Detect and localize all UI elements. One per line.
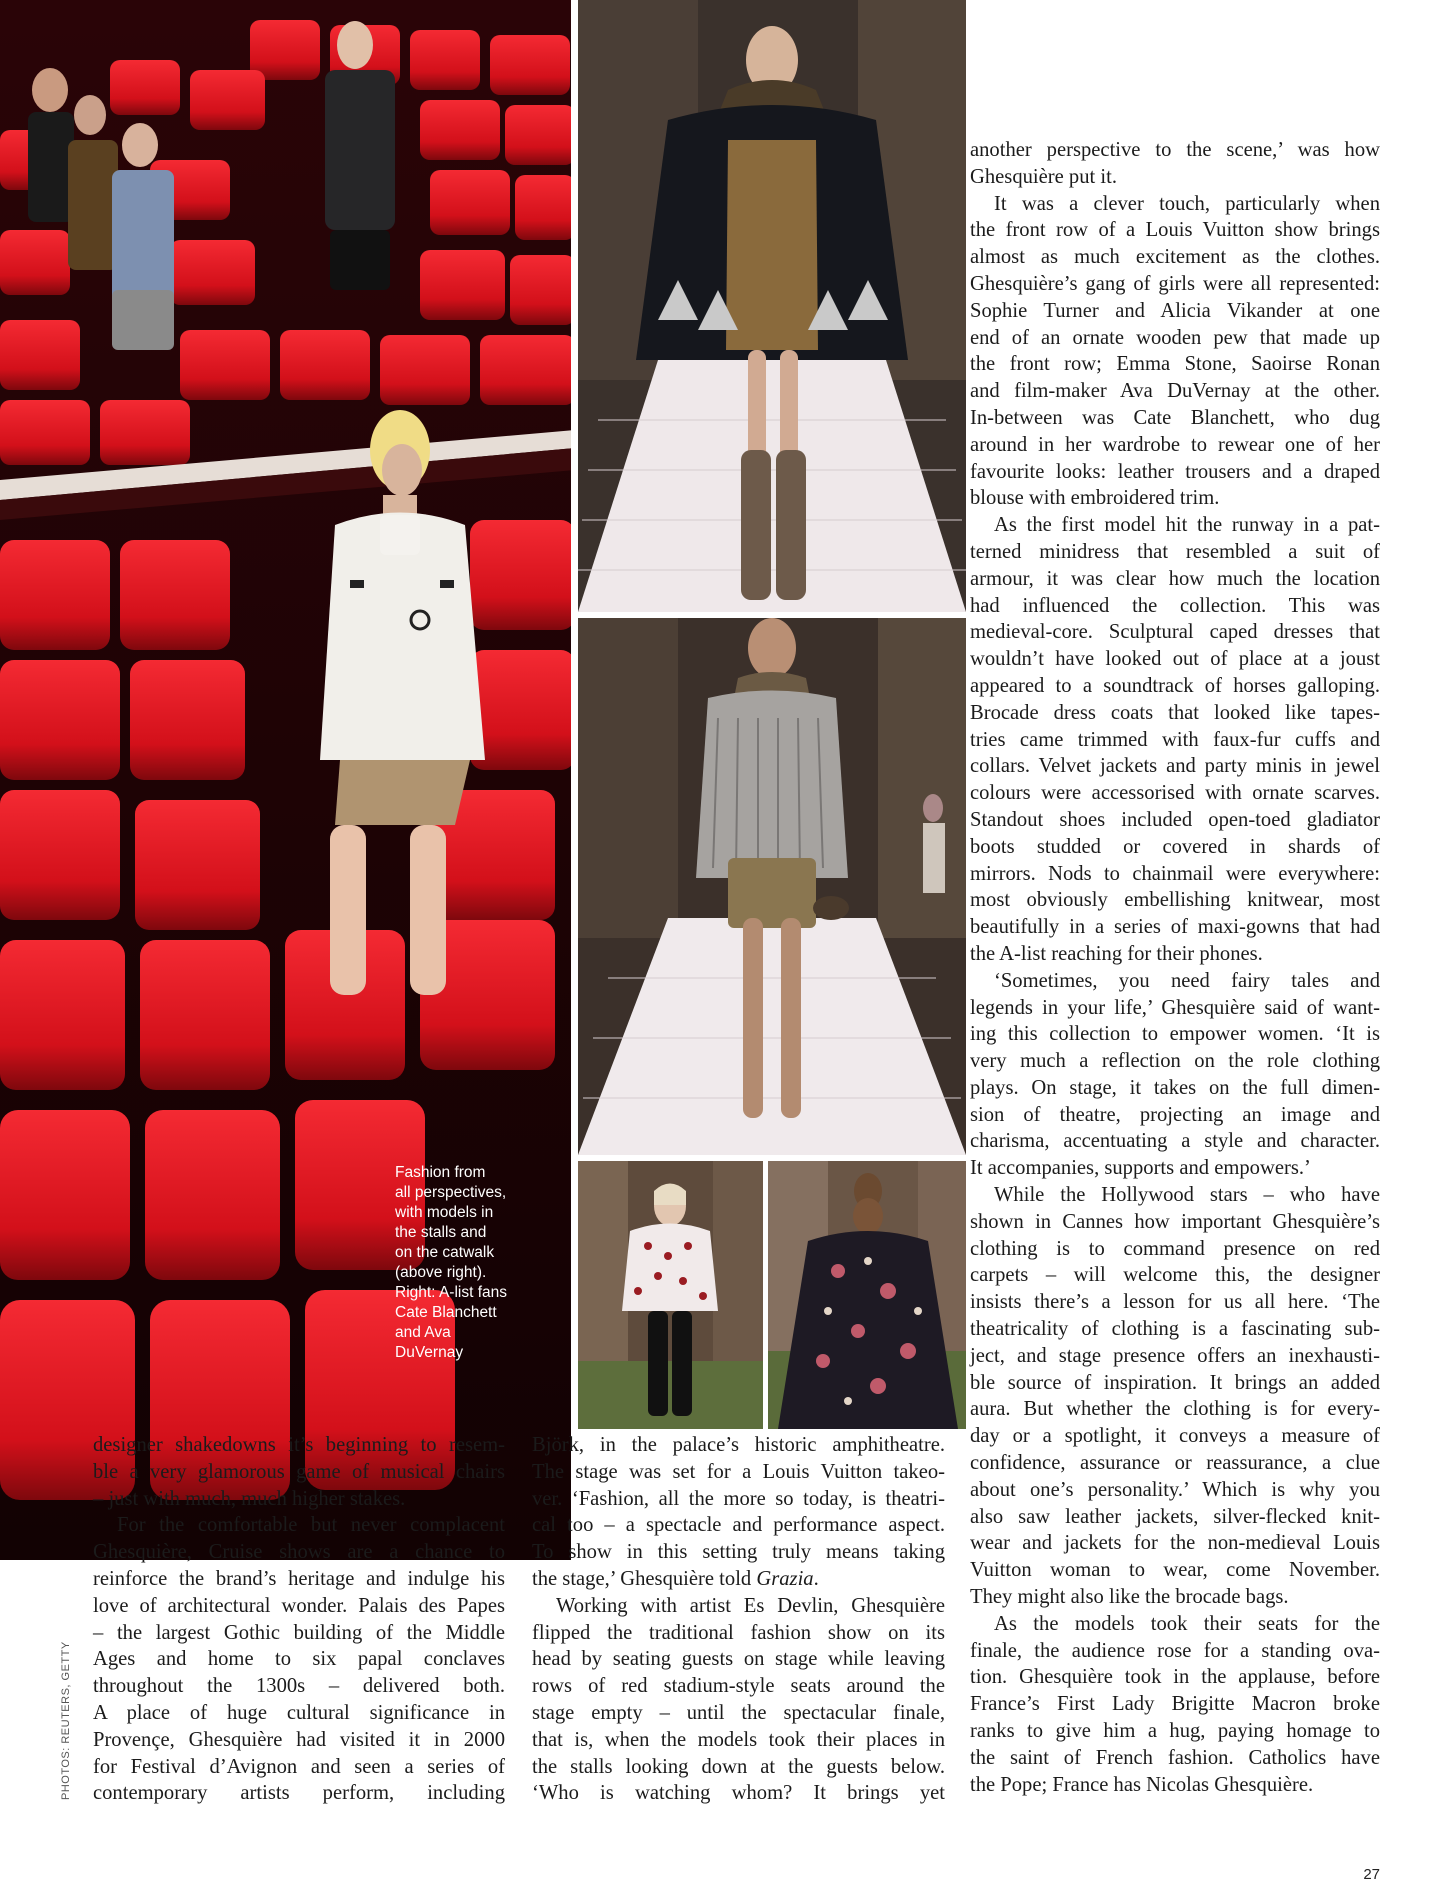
text-line: end of an ornate wooden pew that made up [970,326,1380,349]
caption-line: Cate Blanchett [395,1304,497,1321]
text-line: mirrors. Nods to chainmail were everywhere: [970,862,1380,885]
text-line: clothing is to command presence on red [970,1237,1380,1260]
text-line: almost as much excitement as the clothes. [970,246,1380,269]
text-line: ing this collection to empower women. ‘It is [970,1023,1380,1046]
caption-line: and Ava [395,1324,451,1341]
text-line: Working with artist Es Devlin, Ghesquière [556,1594,945,1617]
text-line: Sophie Turner and Alicia Vikander at one [970,299,1380,322]
caption-line: (above right). [395,1264,487,1281]
text-line: blouse with embroidered trim. [970,487,1220,510]
text-line: plays. On stage, it takes on the full dimen- [970,1076,1380,1099]
text-line: and film-maker Ava DuVernay at the other. [970,380,1380,403]
text-line: about one’s personality.’ Which is why you [970,1478,1380,1501]
text-line: had influenced the collection. This was [970,594,1380,617]
text-line: As the models took their seats for the [994,1612,1380,1635]
caption-line: with models in [395,1204,494,1221]
text-line: confidence, assurance or reassurance, a clue [970,1452,1380,1475]
text-line: In-between was Cate Blanchett, who dug [970,406,1380,429]
text-line: the A-list reaching for their phones. [970,942,1263,965]
text-line: legends in your life,’ Ghesquière said of want- [970,996,1380,1019]
text-line: love of architectural wonder. Palais des Papes [93,1594,505,1617]
cate-blanchett-illustration [578,1161,763,1429]
text-line: designer shakedowns it’s beginning to resem- [93,1434,505,1456]
text-line: armour, it was clear how much the location [970,567,1380,590]
text-line: ble a very glamorous game of musical chairs [93,1460,505,1483]
text-line: While the Hollywood stars – who have [994,1184,1380,1207]
text-line: – the largest Gothic building of the Middle [93,1621,505,1644]
runway-caped-dress-illustration [578,0,966,612]
text-line: Vuitton woman to wear, come November. [970,1559,1380,1582]
photo-credit: PHOTOS: REUTERS, GETTY [60,1641,72,1800]
caption-line: on the catwalk [395,1244,495,1261]
text-line: – just with much, much higher stakes. [93,1487,406,1510]
text-line: wear and jackets for the non-medieval Louis [970,1532,1380,1555]
text-line: ranks to give him a hug, paying homage to [970,1720,1380,1743]
text-line: It accompanies, supports and empowers.’ [970,1157,1311,1180]
text-line: appeared to a soundtrack of horses galloping. [970,674,1380,697]
text-line: They might also like the brocade bags. [970,1586,1289,1609]
text-line: aura. But whether the clothing is for every- [970,1398,1380,1421]
text-line: rows of red stadium-style seats around the [532,1675,945,1698]
text-line: cal too – a spectacle and performance aspect. [532,1514,945,1537]
text-line: ‘Who is watching whom? It brings yet [532,1782,945,1805]
text-line: shown in Cannes how important Ghesquière’s [970,1210,1380,1233]
text-line: most obviously embellishing knitwear, most [970,889,1380,912]
runway-photo-caped-dress [578,0,966,612]
text-line: insists there’s a lesson for us all here. ‘The [970,1291,1380,1314]
text-line: flipped the traditional fashion show on its [532,1621,945,1644]
runway-fringe-top-illustration [578,618,966,1155]
text-line: the Pope; France has Nicolas Ghesquière. [970,1773,1314,1796]
text-line: the front row of a Louis Vuitton show brings [970,219,1380,242]
ava-duvernay-illustration [768,1161,966,1429]
text-line: collars. Velvet jackets and party minis in jewel [970,755,1380,778]
photo-ava-duvernay [768,1161,966,1429]
text-line: ble source of inspiration. It brings an added [970,1371,1380,1394]
text-segment: the stage,’ Ghesquière told [532,1567,752,1590]
text-line: contemporary artists perform, including [93,1782,505,1805]
text-line: As the first model hit the runway in a pat- [994,514,1380,537]
text-line: Ghesquière put it. [970,165,1117,188]
caption-line: Right: A-list fans [395,1284,507,1301]
text-line: ject, and stage presence offers an inexhausti- [970,1344,1380,1367]
text-line: the stalls looking down at the guests below. [532,1755,945,1778]
text-line: charisma, accentuating a style and character. [970,1130,1380,1153]
magazine-name: Grazia [756,1567,814,1590]
text-line: To show in this setting truly means taking [532,1541,945,1564]
text-line: for Festival d’Avignon and seen a series of [93,1755,505,1778]
text-line: tries came trimmed with faux-fur cuffs and [970,728,1380,751]
text-line: It was a clever touch, particularly when [994,192,1380,215]
text-line: carpets – will welcome this, the designer [970,1264,1380,1287]
text-line: theatricality of clothing is a fascinating sub- [970,1318,1380,1341]
text-line: day or a spotlight, it conveys a measure of [970,1425,1380,1448]
text-line: ‘Sometimes, you need fairy tales and [994,969,1380,992]
text-line: Standout shoes included open-toed gladiator [970,808,1380,831]
text-line: tion. Ghesquière took in the applause, before [970,1666,1380,1689]
stadium-seats-photo [0,0,575,1560]
text-line: France’s First Lady Brigitte Macron broke [970,1693,1380,1716]
text-line: terned minidress that resembled a suit of [970,540,1380,563]
text-line: A place of huge cultural significance in [93,1701,505,1724]
page-number: 27 [1363,1866,1380,1883]
text-line: sion of theatre, projecting an image and [970,1103,1380,1126]
text-line: stage empty – until the spectacular finale, [532,1701,945,1724]
text-line: the saint of French fashion. Catholics have [970,1746,1380,1769]
caption-line: Fashion from [395,1164,486,1181]
caption-line: all perspectives, [395,1184,507,1201]
text-line: favourite looks: leather trousers and a draped [970,460,1380,483]
text-line: around in her wardrobe to rewear one of her [970,433,1380,456]
caption-line: the stalls and [395,1224,487,1241]
text-line: For the comfortable but never complacent [117,1514,505,1537]
text-line: medieval-core. Sculptural caped dresses that [970,621,1380,644]
text-line: also saw leather jackets, silver-flecked knit- [970,1505,1380,1528]
photo-caption [395,1163,535,1363]
text-line: ver. ‘Fashion, all the more so today, is theatri- [532,1487,945,1510]
text-line: that is, when the models took their places in [532,1728,945,1751]
article-column-middle [532,1432,945,1807]
text-line: Ghesquière’s gang of girls were all represented: [970,272,1380,295]
photo-cate-blanchett [578,1161,763,1429]
text-line: Brocade dress coats that looked like tapes- [970,701,1380,724]
text-line: wouldn’t have looked out of place at a joust [970,648,1380,671]
text-line: boots studded or covered in shards of [970,835,1380,858]
article-column-right [970,137,1380,1798]
text-line: Björk, in the palace’s historic amphitheatre. [532,1434,945,1456]
text-line: reinforce the brand’s heritage and indulge his [93,1567,505,1590]
text-line: Provençe, Ghesquière had visited it in 2000 [93,1728,505,1751]
text-line: the stage,’ Ghesquière told Grazia. [532,1567,819,1590]
text-line: the front row; Emma Stone, Saoirse Ronan [970,353,1380,376]
text-line: throughout the 1300s – delivered both. [93,1675,505,1698]
text-line: Ghesquière, Cruise shows are a chance to [93,1541,505,1564]
text-line: beautifully in a series of maxi-gowns that had [970,916,1380,939]
text-line: another perspective to the scene,’ was how [970,139,1380,161]
runway-photo-fringe-top [578,618,966,1155]
text-line: Ages and home to six papal conclaves [93,1648,505,1671]
text-line: colours were accessorised with ornate scarves. [970,782,1380,805]
text-line: finale, the audience rose for a standing ova- [970,1639,1380,1662]
text-line: head by seating guests on stage while leaving [532,1648,945,1671]
caption-line: DuVernay [395,1344,464,1361]
text-line: The stage was set for a Louis Vuitton takeo- [532,1460,945,1483]
text-line: very much a reflection on the role clothing [970,1050,1380,1073]
article-column-left [93,1432,505,1807]
